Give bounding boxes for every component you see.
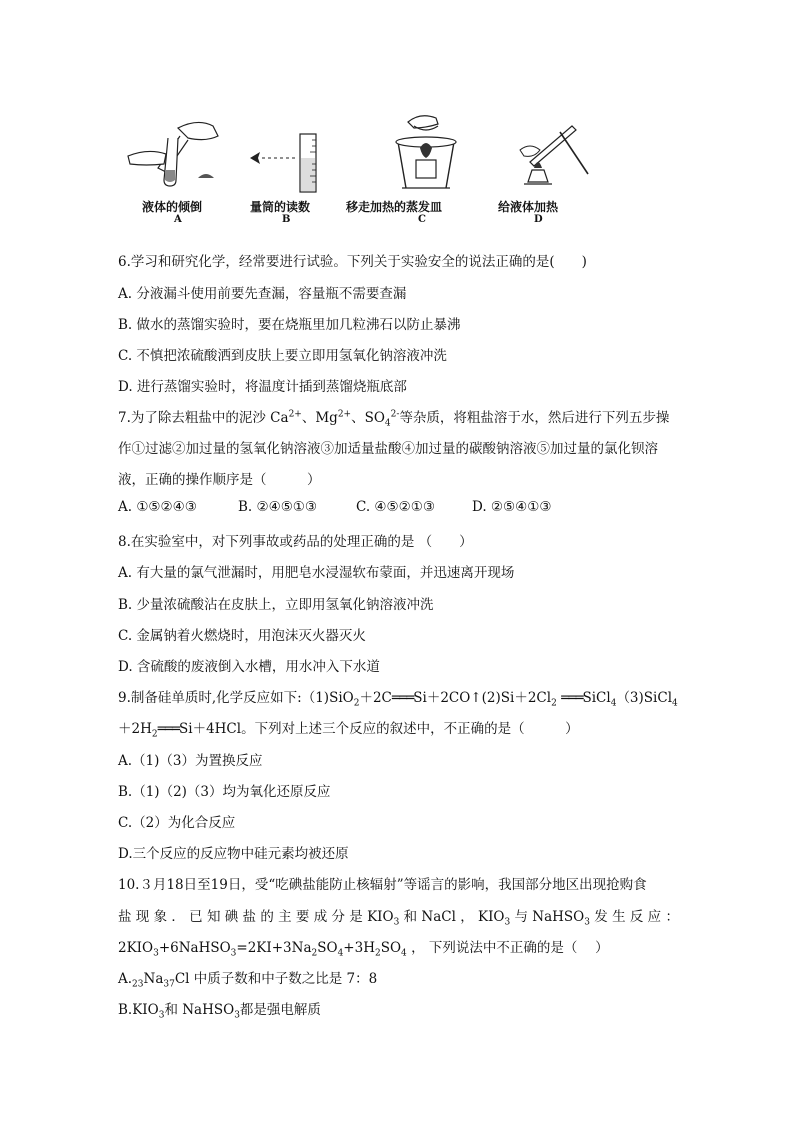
q7-option-d: D. ②⑤④①③: [472, 499, 552, 515]
q7-stem-line3: 液，正确的操作顺序是（ ）: [118, 472, 321, 488]
figure-d-heating: [500, 112, 590, 192]
q7-stem-line1: 7.为了除去粗盐中的泥沙 $Ca^{2+}$、$Mg^{2+}$、$SO_4^{2-}$等杂质，将粗盐溶于水，然后进行下列五步操: [118, 409, 670, 429]
q10-stem-line1: 10.３月18日至19日，受“吃碘盐能防止核辐射”等谣言的影响，我国部分地区出现抢购食: [118, 877, 647, 893]
cylinder-illustration-icon: [246, 130, 326, 195]
q8-option-b: B. 少量浓硫酸沾在皮肤上，立即用氢氧化钠溶液冲洗: [118, 597, 434, 613]
q10-option-b: $B.KIO_3$和 NaHSO$_3$都是强电解质: [118, 1002, 321, 1021]
q9-option-a: A.（1)（3）为置换反应: [118, 753, 263, 769]
pouring-illustration-icon: [118, 108, 228, 193]
q7-stem-line2: 作①过滤②加过量的氢氧化钠溶液③加适量盐酸④加过量的碳酸钠溶液⑤加过量的氯化钡溶: [118, 441, 658, 457]
q9-option-d: D.三个反应的反应物中硅元素均被还原: [118, 846, 349, 862]
q10-stem-line3: $2KIO_3+6NaHSO_3=2KI+3Na_2SO_4+3H_2SO_4$ ， 下列说法中不正确的是（ ）: [118, 940, 609, 959]
figure-c-letter: C: [418, 214, 426, 225]
q8-option-c: C. 金属钠着火燃烧时，用泡沫灭火器灭火: [118, 628, 366, 644]
q6-option-d: D. 进行蒸馏实验时，将温度计插到蒸馏烧瓶底部: [118, 379, 407, 395]
figure-c-evaporating: [386, 108, 466, 193]
q6-option-b: B. 做水的蒸馏实验时，要在烧瓶里加几粒沸石以防止暴沸: [118, 317, 461, 333]
figure-a-pouring: [118, 108, 228, 193]
experiment-figures: [118, 108, 588, 233]
figure-b-letter: B: [282, 214, 291, 225]
q6-stem: 6.学习和研究化学，经常要进行试验。下列关于实验安全的说法正确的是( ): [118, 254, 587, 270]
figure-c-caption: 移走加热的蒸发皿: [346, 200, 443, 214]
figure-a-letter: A: [174, 214, 182, 225]
q7-option-a: A. ①⑤②④③: [118, 499, 197, 515]
q10-option-a: $A._{23}Na_{37}Cl$ 中质子数和中子数之比是 7：8: [118, 971, 378, 990]
q9-option-b: B.（1)（2)（3）均为氧化还原反应: [118, 784, 331, 800]
evaporating-dish-illustration-icon: [386, 108, 466, 193]
q6-option-c: C. 不慎把浓硫酸洒到皮肤上要立即用氢氧化钠溶液冲洗: [118, 348, 447, 364]
figure-d-letter: D: [534, 214, 543, 225]
q8-stem: 8.在实验室中，对下列事故或药品的处理正确的是 （ ）: [118, 534, 473, 550]
figure-b-cylinder: [246, 130, 326, 195]
heating-tube-illustration-icon: [500, 112, 590, 192]
figure-d-caption: 给液体加热: [498, 200, 559, 214]
q9-stem-line1: 9.制备硅单质时,化学反应如下$:(1)SiO_2+2C═══Si+2CO↑(2)Si+2Cl_2$ ═══SiCl$_4$（3)SiCl$_4$: [118, 690, 678, 709]
q8-option-d: D. 含硫酸的废液倒入水槽，用水冲入下水道: [118, 659, 380, 675]
figure-a-caption: 液体的倾倒: [142, 200, 203, 214]
q7-option-b: B. ②④⑤①③: [238, 499, 318, 515]
q7-option-c: C. ④⑤②①③: [356, 499, 435, 515]
q10-stem-line2: 盐 现 象 ． 已 知 碘 盐 的 主 要 成 分 是 $KIO_3$ 和 NaCl ， $KIO_3$ 与 NaHSO$_3$ 发 生 反 应 ：: [118, 909, 679, 928]
q9-option-c: C.（2）为化合反应: [118, 815, 236, 831]
q6-option-a: A. 分液漏斗使用前要先查漏，容量瓶不需要查漏: [118, 286, 407, 302]
q8-option-a: A. 有大量的氯气泄漏时，用肥皂水浸湿软布蒙面，并迅速离开现场: [118, 565, 515, 581]
q9-stem-line2: $+2H_2═══Si+4HCl$。下列对上述三个反应的叙述中，不正确的是（ ）: [118, 721, 579, 740]
figure-b-caption: 量筒的读数: [250, 200, 311, 214]
